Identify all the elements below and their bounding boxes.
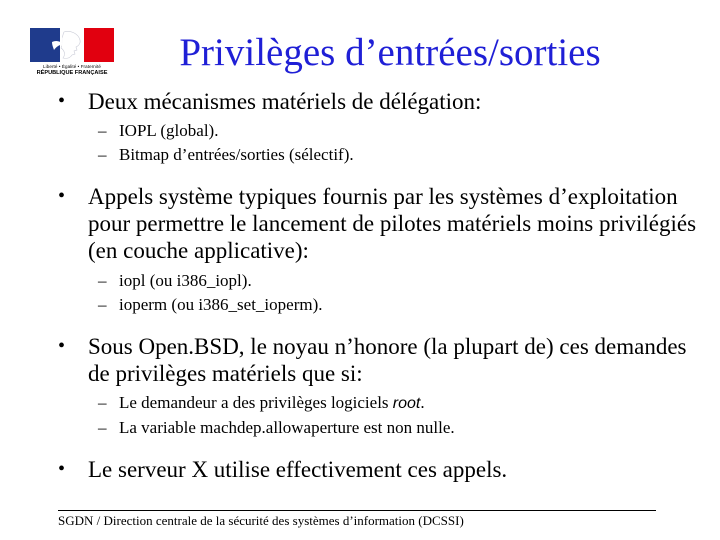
sub-item xyxy=(58,391,698,416)
sub-item xyxy=(58,119,698,143)
logo-name: RÉPUBLIQUE FRANÇAISE xyxy=(36,70,108,76)
sub-list xyxy=(58,119,698,167)
dash-icon: – xyxy=(98,393,107,412)
marianne-flag-icon xyxy=(30,28,114,62)
sub-item-text-before: Le demandeur a des privilèges logiciels xyxy=(119,393,393,412)
logo-motto: Liberté • Égalité • Fraternité xyxy=(43,64,101,69)
bullet-item xyxy=(58,183,698,264)
footer-divider xyxy=(58,510,656,511)
sub-list xyxy=(58,391,698,440)
sub-item xyxy=(58,293,698,317)
dash-icon: – xyxy=(98,295,107,314)
bullet-icon: • xyxy=(58,335,66,357)
republique-francaise-logo xyxy=(30,28,114,78)
dash-icon: – xyxy=(98,121,107,140)
bullet-text: Deux mécanismes matériels de délégation: xyxy=(88,89,482,114)
bullet-item xyxy=(58,88,698,115)
bullet-item xyxy=(58,333,698,387)
bullet-text: Appels système typiques fournis par les systèmes d’exploitation pour permettre le lancement de pilotes matériels moins privilégiés (en couche applicative): xyxy=(88,184,697,263)
slide-content xyxy=(58,88,698,483)
bullet-icon: • xyxy=(58,458,66,480)
sub-item-text-after: . xyxy=(420,393,425,412)
sub-item-text: iopl (ou i386_iopl). xyxy=(119,271,252,290)
sub-list xyxy=(58,269,698,317)
slide-title: Privilèges d’entrées/sorties xyxy=(179,31,601,74)
sub-item xyxy=(58,143,698,167)
sub-item-text-italic: root xyxy=(392,395,421,412)
dash-icon: – xyxy=(98,271,107,290)
bullet-icon: • xyxy=(58,90,66,112)
sub-item xyxy=(58,416,698,440)
footer-text: SGDN / Direction centrale de la sécurité des systèmes d’information (DCSSI) xyxy=(58,513,464,528)
sub-item-text: IOPL (global). xyxy=(119,121,219,140)
dash-icon: – xyxy=(98,145,107,164)
sub-item xyxy=(58,269,698,293)
bullet-text: Sous Open.BSD, le noyau n’honore (la plupart de) ces demandes de privilèges matériels que si: xyxy=(88,334,687,386)
sub-item-text: Bitmap d’entrées/sorties (sélectif). xyxy=(119,145,354,164)
dash-icon: – xyxy=(98,418,107,437)
bullet-item xyxy=(58,456,698,483)
bullet-icon: • xyxy=(58,185,66,207)
bullet-text: Le serveur X utilise effectivement ces appels. xyxy=(88,457,508,482)
sub-item-text: ioperm (ou i386_set_ioperm). xyxy=(119,295,323,314)
sub-item-text: La variable machdep.allowaperture est non nulle. xyxy=(119,418,455,437)
